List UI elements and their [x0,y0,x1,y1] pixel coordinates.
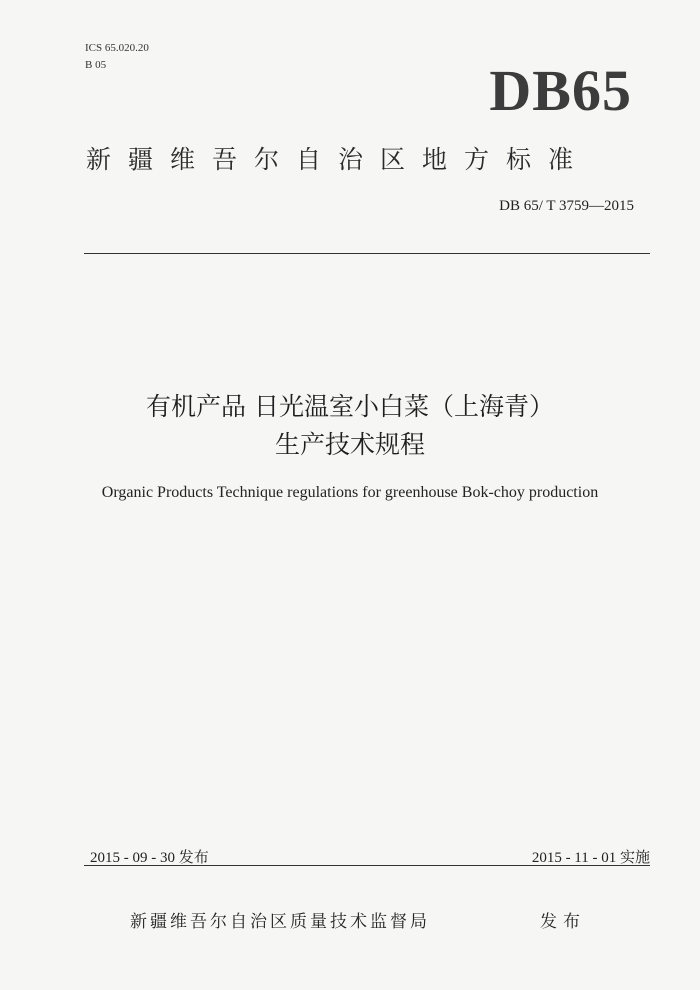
publisher: 新疆维吾尔自治区质量技术监督局 [130,912,430,932]
standard-type: 新疆维吾尔自治区地方标准 [86,145,591,174]
bottom-divider [84,865,650,866]
ics-code: ICS 65.020.20 [85,42,149,54]
ccs-code: B 05 [85,59,107,71]
title-line-2: 生产技术规程 [274,430,425,459]
implementation-date: 2015 - 11 - 01 实施 [531,850,650,866]
document-title [60,388,640,464]
publish-label: 发布 [540,912,586,932]
title-line-1: 有机产品 日光温室小白菜（上海青） [146,392,554,421]
classification-codes [85,40,149,74]
top-divider [84,253,650,254]
english-title: Organic Products Technique regulations for greenhouse Bok-choy production [101,484,599,501]
db65-logo: DB65 [489,58,632,123]
standard-code: DB 65/ T 3759—2015 [499,198,634,214]
issue-date: 2015 - 09 - 30 发布 [90,850,209,866]
